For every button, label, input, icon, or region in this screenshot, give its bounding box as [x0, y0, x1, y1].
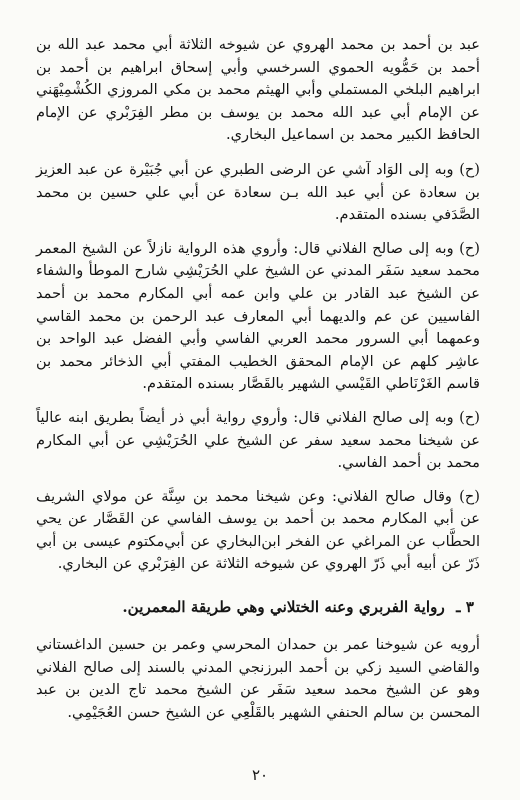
paragraph-section-body: أرويه عن شيوخنا عمر بن حمدان المحرسي وعمر بن حسين الداغستاني والقاضي السيد زكي بن أحمد البرزنجي المدني بالسند إلى صالح الفلاني وهو عن الشيخ محمد سعيد سَفَر عن الشيخ محمد تاج الدين بن عبد المحسن بن سالم الحنفي الشهير بالقَلْعِي عن الشيخ حسن العُجَيْمِي. — [36, 636, 480, 721]
paragraph-abu-dharr-via-son: (ح) وبه إلى صالح الفلاني قال: وأروي رواية أبي ذر أيضاً بطريق ابنه عالياً عن شيخنا محمد سعيد سفر عن الشيخ علي الحُرَيْشِي عن أبي المكارم محمد بن أحمد الفاسي. — [36, 408, 480, 472]
paragraph-wadi-ashi-chain: (ح) وبه إلى الوَاد آشي عن الرضى الطبري عن أبي جُبَيْرة عن عبد العزيز بن سعادة عن أبي عبد الله بـن سعادة عن أبي علي حسين بن محمد الصَّدَفي بسنده المتقدم. — [36, 160, 480, 224]
paragraph-fulani-lower-chain: (ح) وبه إلى صالح الفلاني قال: وأروي هذه الرواية نازلاً عن الشيخ المعمر محمد سعيد سَفَر المدني عن الشيخ علي الحُرَيْشِي شارح الموطأ والشفاء عن الشيخ عبد القادر بن علي وابن عمه أبي المكارم محمد بن أحمد الفاسيين عن عم والديهما أبي المعارف عبد الرحمن بن محمد القاسي وعمهما أبي السرور محمد العربي الفاسي وأبي الفضل عبد الواحد بن عاشِر كلهم عن الإمام المحقق الخطيب المفتي أبي الذخائر محمد بن قاسم الغَرْنَاطي القَيْسي الشهير بالقَصَّار بسنده المتقدم. — [36, 239, 480, 393]
section-heading — [36, 596, 474, 618]
section-number: ٣ ـ — [456, 598, 474, 617]
paragraph-isnad-continuation: عبد بن أحمد بن محمد الهروي عن شيوخه الثلاثة أبي محمد عبد الله بن أحمد بن حَمُّويه الحموي السرخسي وأبي إسحاق ابراهيم بن أحمد بن ابراهيم البلخي المستملي وأبي الهيثم محمد بن مكي المروزي الكُشْمِيْهَني عن الإمام أبي عبد الله محمد بن يوسف بن مطر الفِرَبْري عن الإمام الحافظ الكبير محمد بن اسماعيل البخاري. — [36, 36, 480, 144]
page-number: ٢٠ — [251, 766, 269, 784]
paragraph-ibn-sinna-chain: (ح) وقال صالح الفلاني: وعن شيخنا محمد بن سِنَّة عن مولاي الشريف عن أبي المكارم محمد بن أحمد بن يوسف الفاسي عن القَصَّار عن يحي الحطَّاب عن المراغي عن الفخر ابن‌البخاري عن أبي‌مكتوم عيسى بن أبي ذَرّ عن أبيه أبي ذَرّ الهروي عن شيوخه الثلاثة عن الفِرَبْري عن البخاري. — [36, 487, 480, 573]
section-title: رواية الفربري وعنه الختلاني وهي طريقة المعمرين. — [122, 598, 445, 617]
